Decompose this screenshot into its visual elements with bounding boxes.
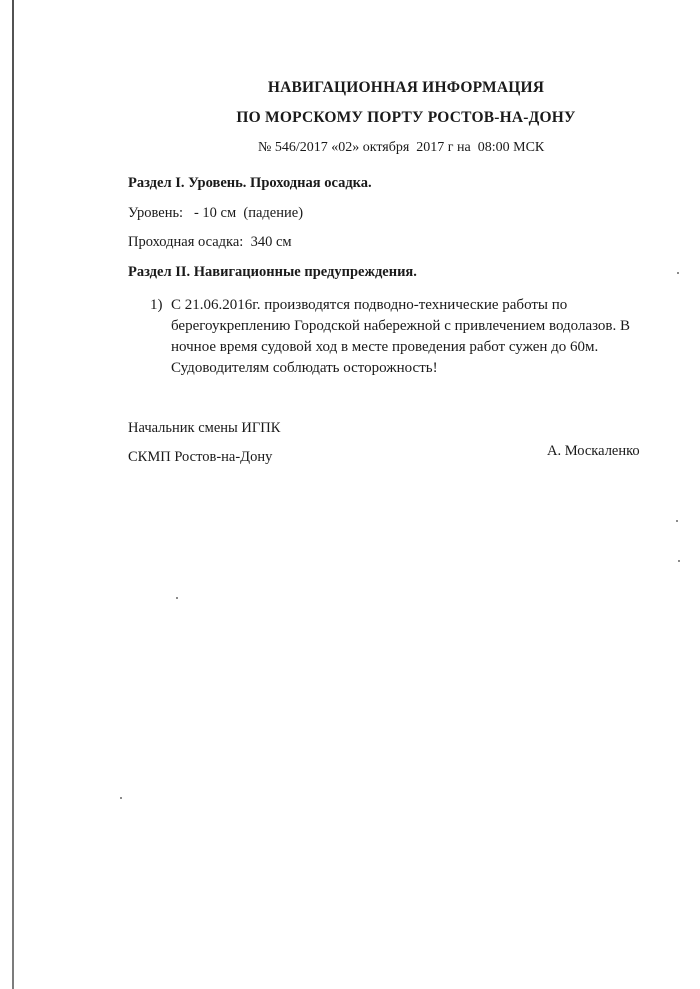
- scan-speck: [678, 560, 680, 562]
- signatory-position-line-1: Начальник смены ИГПК: [128, 420, 281, 436]
- issue-line: № 546/2017 «02» октября 2017 г на 08:00 МСК: [258, 140, 545, 155]
- draft-line: Проходная осадка: 340 см: [128, 234, 292, 250]
- scan-speck: [676, 520, 678, 522]
- document-title: НАВИГАЦИОННАЯ ИНФОРМАЦИЯ: [267, 79, 545, 96]
- warning-item-text: С 21.06.2016г. производятся подводно-технические работы по берегоукреплению Городской набережной с привлечением водолазов. В ночное время судовой ход в месте проведения работ сужен до 60м. Судоводителям соблюдать осторожность!: [171, 297, 631, 376]
- scan-speck: [176, 597, 178, 599]
- scan-edge-line: [12, 0, 14, 989]
- scan-speck: [120, 797, 122, 799]
- signatory-name: А. Москаленко: [547, 443, 640, 459]
- section-1-heading: Раздел I. Уровень. Проходная осадка.: [128, 175, 372, 191]
- scan-speck: [677, 272, 679, 274]
- signatory-position-line-2: СКМП Ростов-на-Дону: [128, 449, 273, 465]
- document-subtitle: ПО МОРСКОМУ ПОРТУ РОСТОВ-НА-ДОНУ: [236, 109, 576, 126]
- warning-item-number: 1): [150, 297, 163, 313]
- level-line: Уровень: - 10 см (падение): [128, 205, 304, 221]
- section-2-heading: Раздел II. Навигационные предупреждения.: [128, 264, 417, 280]
